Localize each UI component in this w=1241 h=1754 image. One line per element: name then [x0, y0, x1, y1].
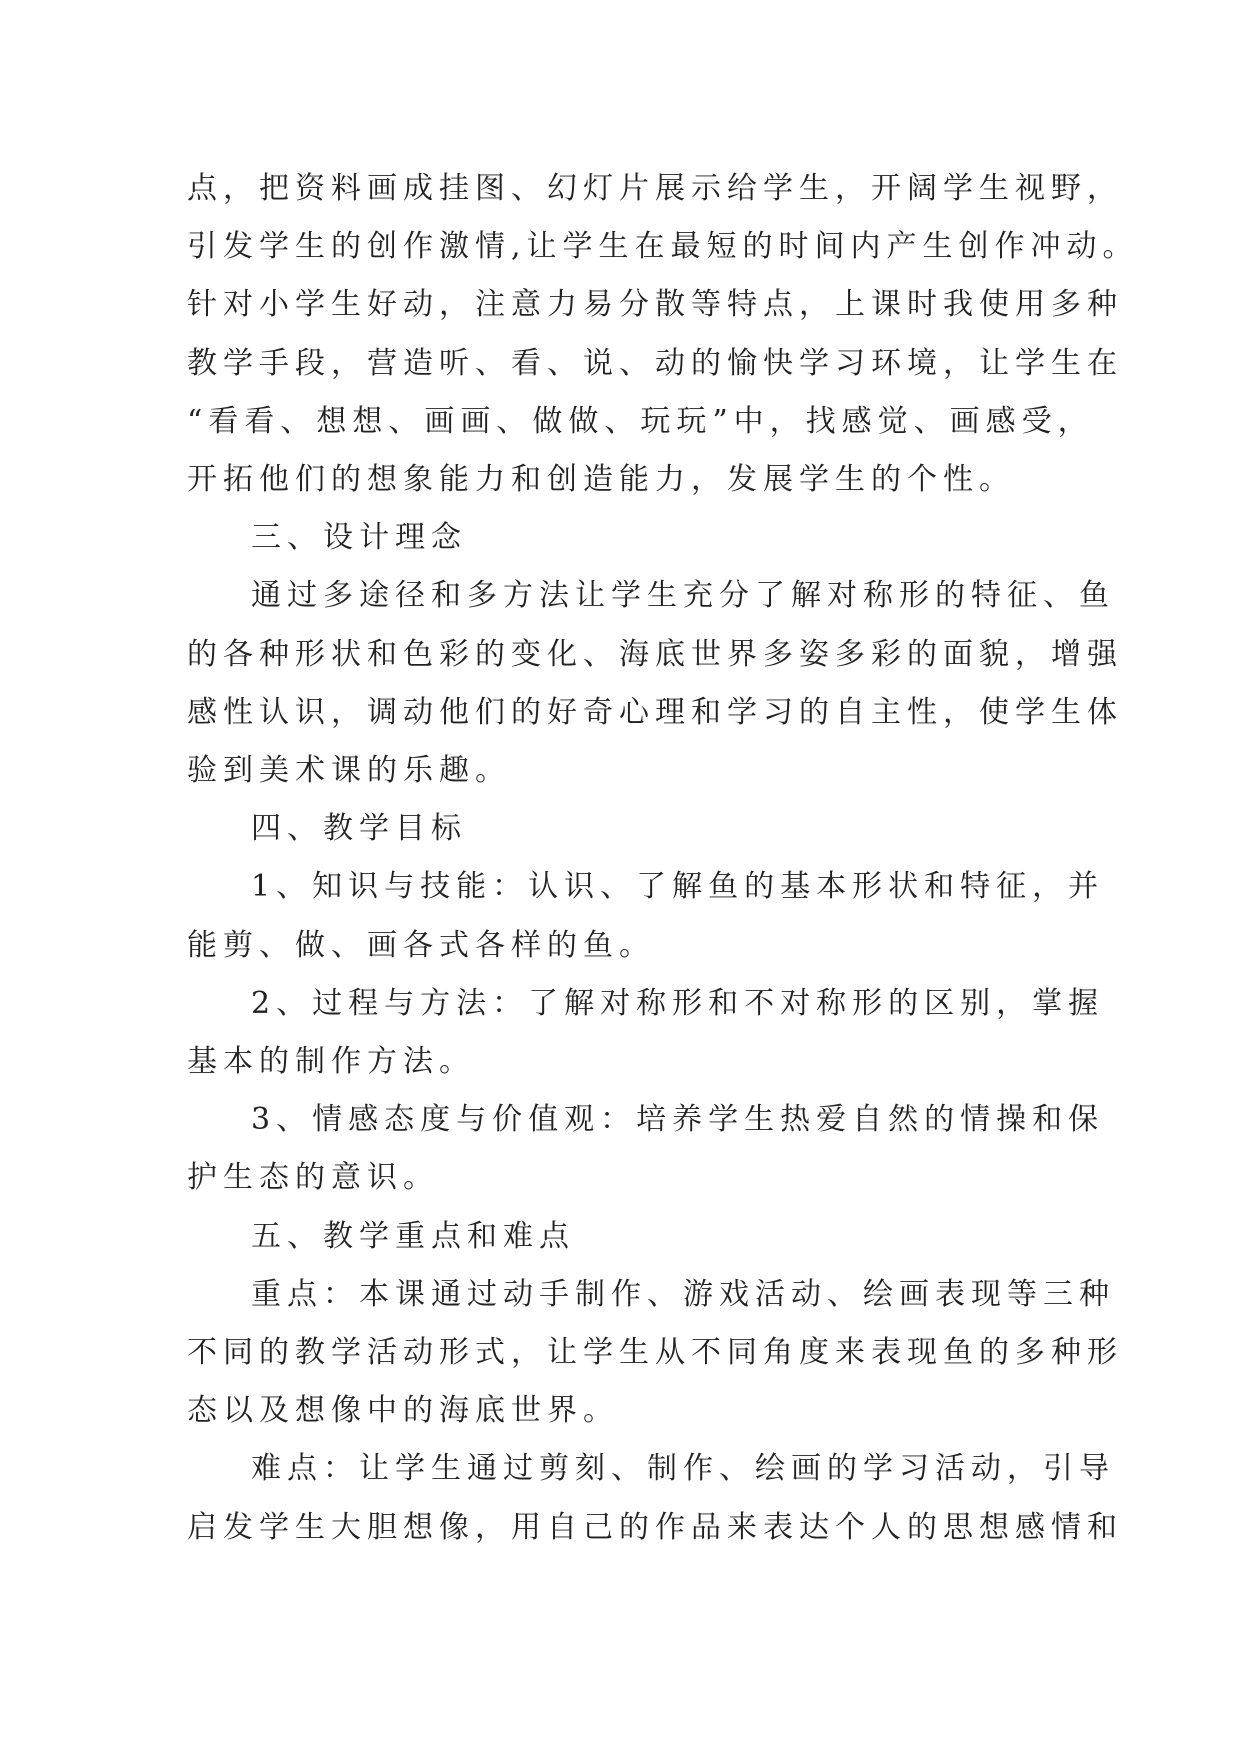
text-line-16: 基本的制作方法。	[187, 1044, 475, 1080]
section-heading-teaching-goals: 四、教学目标	[251, 811, 467, 847]
text-line-8: 通过多途径和多方法让学生充分了解对称形的特征、鱼	[251, 578, 1115, 614]
text-line-6: 开拓他们的想象能力和创造能力，发展学生的个性。	[187, 462, 1015, 498]
text-line-5: “看看、想想、画画、做做、玩玩”中，找感觉、画感受，	[187, 403, 1094, 439]
text-line-4: 教学手段，营造听、看、说、动的愉快学习环境，让学生在	[187, 345, 1123, 381]
text-line-21: 不同的教学活动形式，让学生从不同角度来表现鱼的多种形	[187, 1335, 1123, 1371]
text-line-23: 难点：让学生通过剪刻、制作、绘画的学习活动，引导	[251, 1451, 1115, 1487]
section-heading-key-points: 五、教学重点和难点	[251, 1218, 575, 1254]
section-heading-design-concept: 三、设计理念	[251, 520, 467, 556]
text-line-11: 验到美术课的乐趣。	[187, 753, 511, 789]
text-line-17: 3、情感态度与价值观：培养学生热爱自然的情操和保	[251, 1102, 1105, 1138]
text-line-9: 的各种形状和色彩的变化、海底世界多姿多彩的面貌，增强	[187, 636, 1123, 672]
text-line-3: 针对小学生好动，注意力易分散等特点，上课时我使用多种	[187, 287, 1123, 323]
text-line-24: 启发学生大胆想像，用自己的作品来表达个人的思想感情和	[187, 1509, 1123, 1545]
text-line-2: 引发学生的创作激情,让学生在最短的时间内产生创作冲动。	[187, 229, 1139, 265]
text-line-13: 1、知识与技能：认识、了解鱼的基本形状和特征，并	[251, 869, 1105, 905]
text-line-10: 感性认识，调动他们的好奇心理和学习的自主性，使学生体	[187, 694, 1123, 730]
text-line-22: 态以及想像中的海底世界。	[187, 1393, 619, 1429]
text-line-1: 点，把资料画成挂图、幻灯片展示给学生，开阔学生视野，	[187, 171, 1123, 206]
text-line-15: 2、过程与方法：了解对称形和不对称形的区别，掌握	[251, 985, 1105, 1021]
document-body	[187, 160, 1139, 1557]
text-line-20: 重点：本课通过动手制作、游戏活动、绘画表现等三种	[251, 1276, 1115, 1312]
text-line-14: 能剪、做、画各式各样的鱼。	[187, 927, 655, 963]
text-line-18: 护生态的意识。	[187, 1160, 439, 1196]
